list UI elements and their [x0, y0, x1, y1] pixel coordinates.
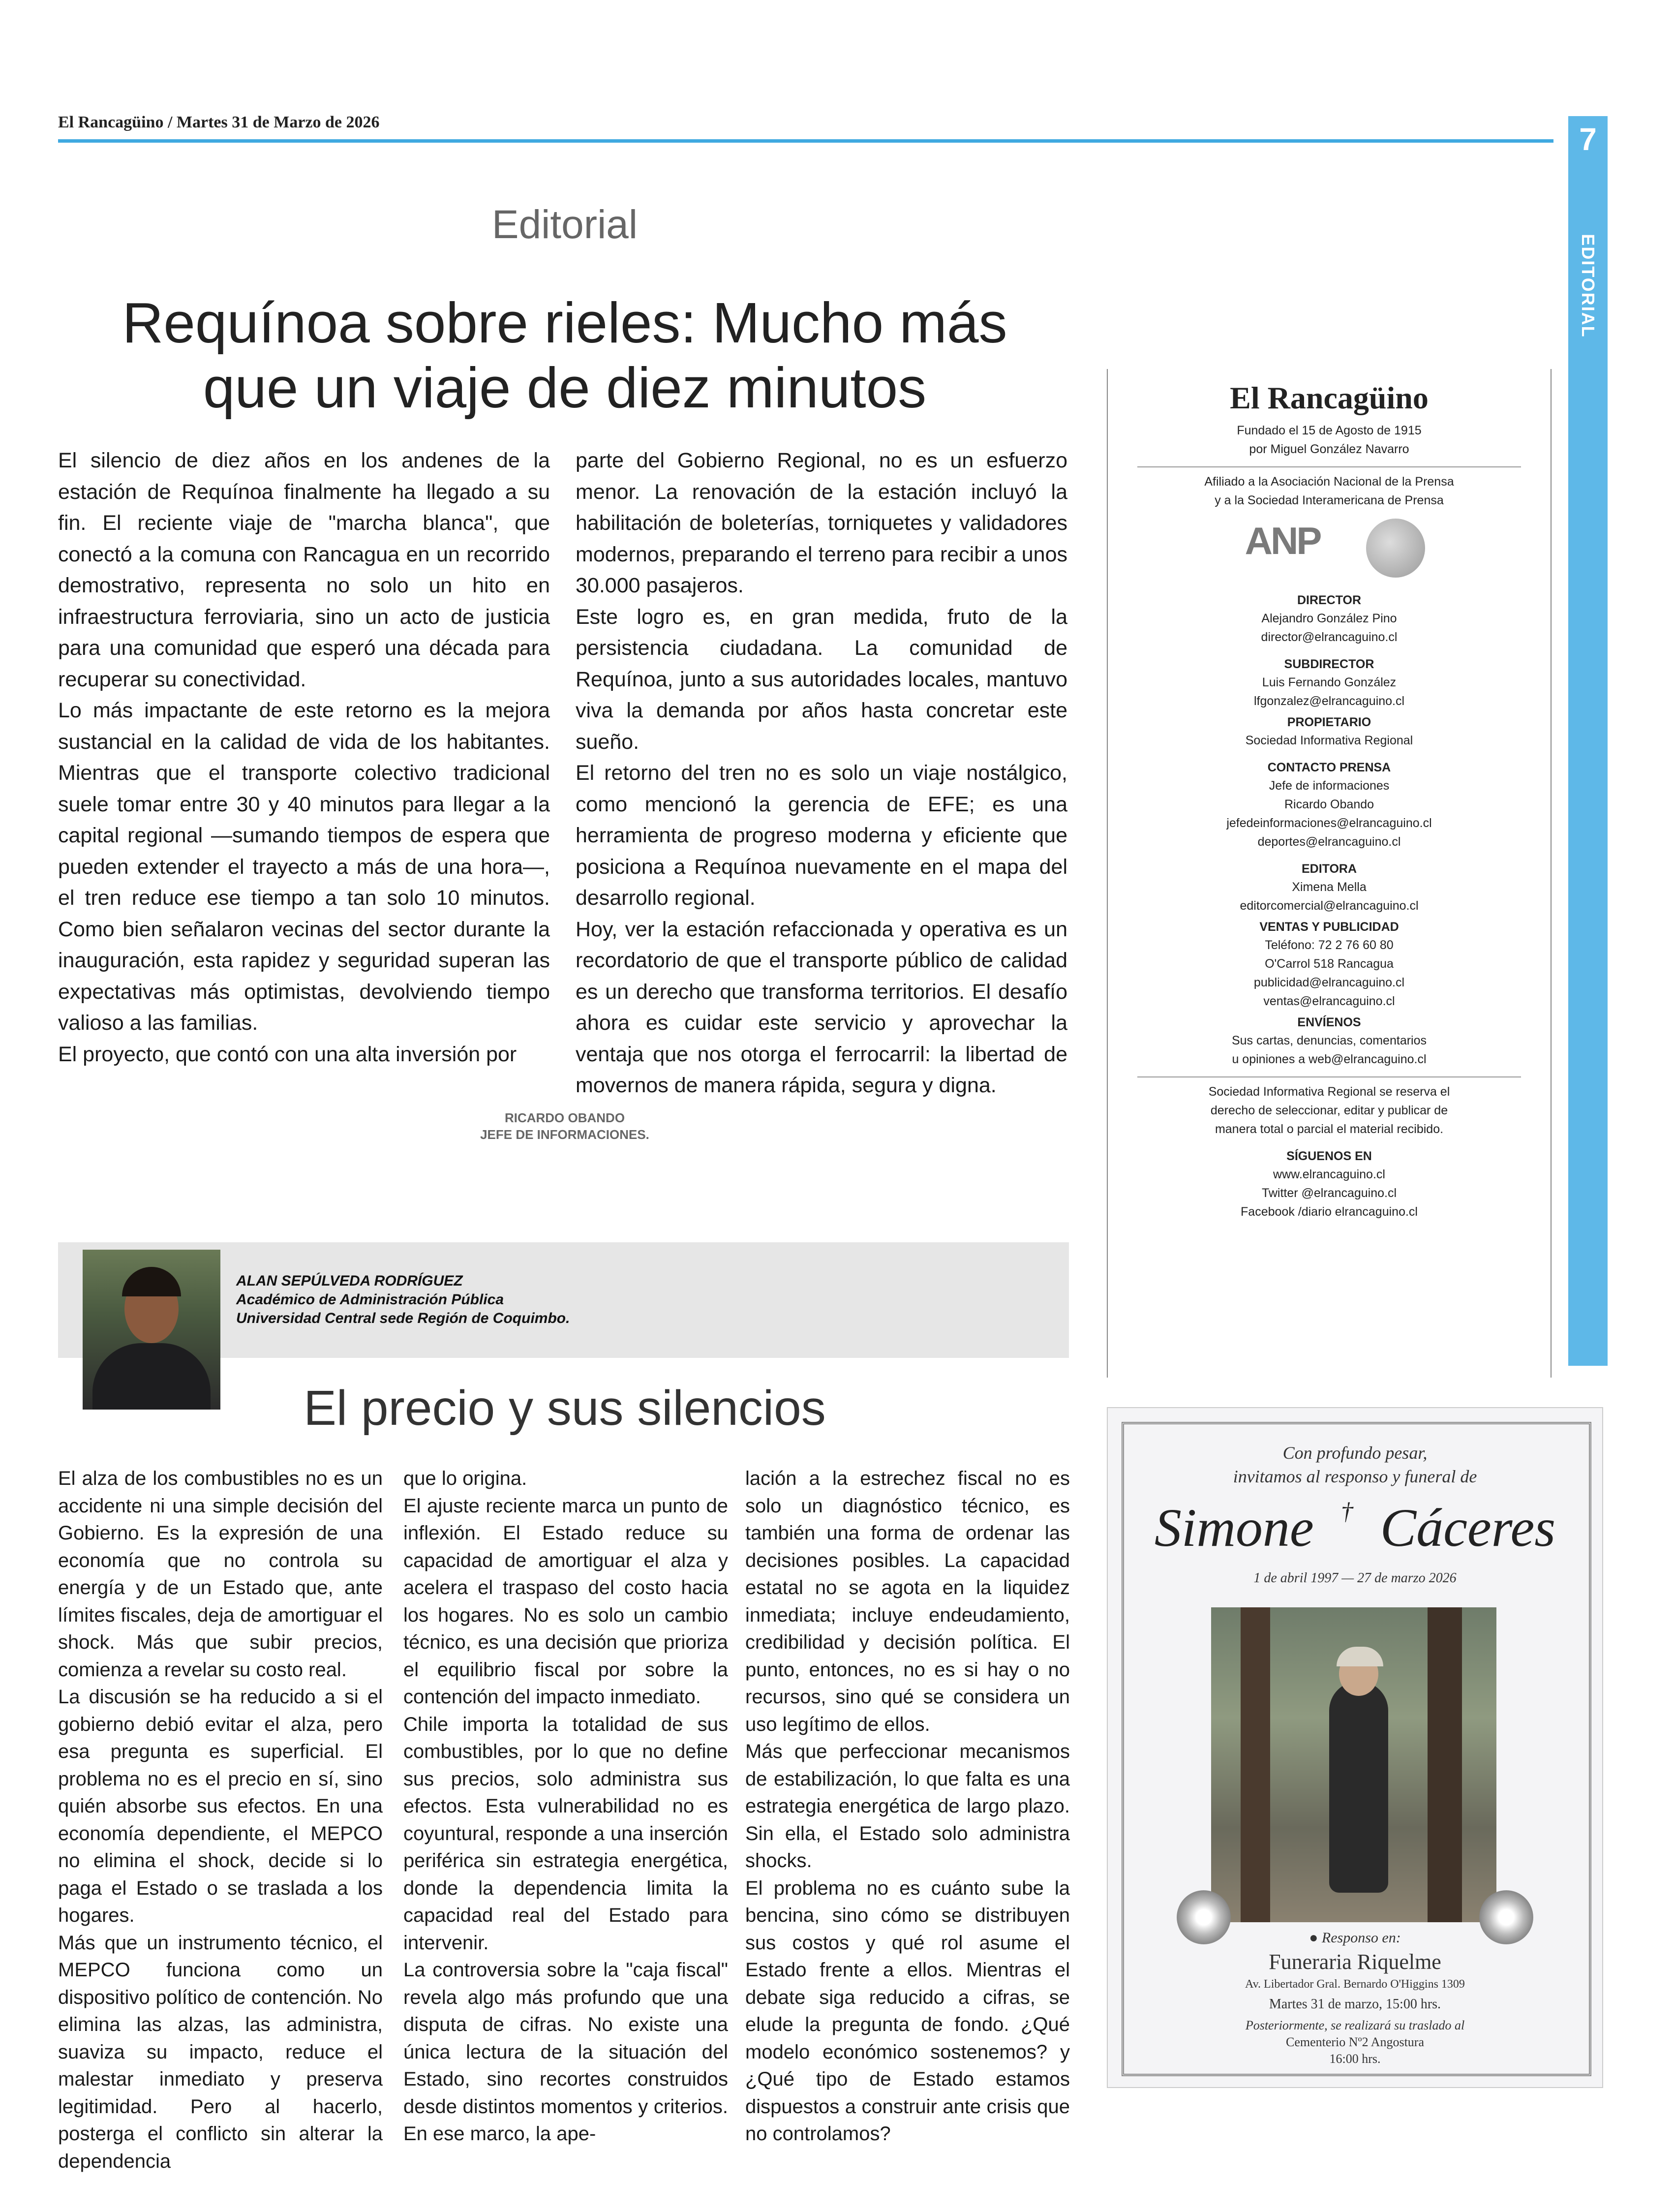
issue-date: Martes 31 de Marzo de 2026	[176, 113, 380, 131]
editorial-signature: RICARDO OBANDO JEFE DE INFORMACIONES.	[480, 1110, 649, 1142]
director-email[interactable]: director@elrancaguino.cl	[1261, 630, 1398, 644]
header-rule	[58, 139, 1553, 143]
page-header: El Rancagüino / Martes 31 de Marzo de 2026	[58, 113, 380, 131]
facebook-link[interactable]: Facebook /diario elrancaguino.cl	[1241, 1205, 1418, 1219]
deceased-photo	[1211, 1607, 1496, 1922]
column-text-1: El alza de los combustibles no es un accidente ni una simple decisión del Gobierno. Es la expresión de una economía que no controla su energía y de un Estado que, ante límites fiscales, deja de amortiguar el shock. Más que subir precios, comienza a revelar su costo real. La discusión se ha reducido a si el gobierno debió evitar el alza, pero esa pregunta es superficial. El problema no es el precio en sí, sino quién absorbe sus efectos. En una economía dependiente, el MEPCO no elimina el shock, decide si lo paga el Estado o se traslada a los hogares. Más que un instrumento técnico, el MEPCO funciona como un dispositivo político de contención. No elimina las alzas, las administra, suaviza su impacto, reduce el malestar inmediato y preserva legitimidad. Pero al hacerlo, posterga el conflicto sin alterar la dependencia	[58, 1468, 383, 2172]
anp-logo: ANP	[1245, 519, 1320, 562]
paragraph: Lo más impactante de este retorno es la mejora sustancial en la calidad de vida de los habitantes. Mientras que el transporte colectivo tradicional suele tomar entre 30 y 40 minutos para llegar a la capital regional —sumando tiempos de espera que pueden extender el trayecto a más de una hora—, el tren reduce ese tiempo a tan solo 10 minutos. Como bien señalaron vecinas del sector durante la inauguración, esta rapidez y seguridad superan las expectativas más optimistas, devolviendo tiempo valioso a las familias.	[58, 699, 550, 1035]
deceased-name: Simone † Cáceres	[1154, 1497, 1556, 1558]
twitter-link[interactable]: Twitter @elrancaguino.cl	[1261, 1186, 1397, 1200]
paragraph: Este logro es, en gran medida, fruto de la persistencia ciudadana. La comunidad de Requínoa, junto a sus autoridades locales, mantuvo viva la demanda por años hasta concretar este sueño.	[576, 605, 1067, 754]
life-dates: 1 de abril 1997 — 27 de marzo 2026	[1253, 1570, 1457, 1586]
paragraph: El proyecto, que contó con una alta inversión por	[58, 1042, 517, 1066]
cross-icon: †	[1340, 1497, 1353, 1525]
funeral-notice: Con profundo pesar, invitamos al responso y funeral de Simone † Cáceres 1 de abril 1997 — 27 de marzo 2026 ● Responso en: Funeraria Riquelme Av. Libertador Gral. Bernardo O'Higgins 1309 Martes 31 de marzo, 15:00 hrs. Posteriormente, se realizará su traslado al Cementerio Nº2 Angostura 16:00 hrs.	[1107, 1407, 1603, 2088]
paragraph: El silencio de diez años en los andenes de la estación de Requínoa finalmente ha llegado a su fin. El reciente viaje de "marcha blanca", que conectó a la comuna con Rancagua en un recorrido demostrativo, representa no solo un hito en infraestructura ferroviaria, sino un acto de justicia para una comunidad que esperó una década para recuperar su conectividad.	[58, 449, 550, 691]
location-pin-icon: ●	[1309, 1930, 1318, 1946]
website-link[interactable]: www.elrancaguino.cl	[1273, 1167, 1385, 1181]
author-info: ALAN SEPÚLVEDA RODRÍGUEZ Académico de Administración Pública Universidad Central sede Región de Coquimbo.	[236, 1273, 570, 1326]
masthead-title: El Rancagüino	[1230, 380, 1429, 415]
funeral-home: Funeraria Riquelme	[1269, 1950, 1441, 1974]
section-label: EDITORIAL	[1578, 234, 1598, 338]
paragraph: El retorno del tren no es solo un viaje nostálgico, como mencionó la gerencia de EFE; es una herramienta de progreso moderna y eficiente que posiciona a Requínoa nuevamente en el mapa del desarrollo regional.	[576, 761, 1067, 910]
page-number: 7	[1579, 122, 1597, 157]
editorial-column-1	[58, 445, 550, 1070]
paragraph: parte del Gobierno Regional, no es un esfuerzo menor. La renovación de la estación incluyó la habilitación de boleterías, torniquetes y validadores modernos, preparando el terreno para recibir a unos 30.000 pasajeros.	[576, 449, 1067, 597]
editorial-column-2	[576, 445, 1067, 1102]
column-text-3: lación a la estrechez fiscal no es solo un diagnóstico técnico, es también una forma de ordenar las decisiones posibles. La capacidad estatal no se agota en la liquidez inmediata; incluye endeudamiento, credibilidad y decisión política. El punto, entonces, no es si hay o no recursos, sino qué se considera un uso legítimo de ellos. Más que perfeccionar mecanismos de estabilización, lo que falta es una estrategia energética de largo plazo. Sin ella, el Estado solo administra shocks. El problema no es cuánto sube la bencina, sino cómo se distribuyen sus costos y qué rol asume el Estado frente a ellos. Mientras el debate siga reducido a cifras, se elude la pregunta de fondo. ¿Qué modelo económico sostenemos? y ¿Qué tipo de Estado estamos dispuestos a construir ante crisis que no controlamos?	[745, 1468, 1070, 2145]
editorial-label: Editorial	[491, 202, 638, 247]
paper-name: El Rancagüino	[58, 113, 164, 131]
paragraph: Hoy, ver la estación refaccionada y operativa es un recordatorio de que el transporte público de calidad es un derecho que transforma territorios. El desafío ahora es cuidar este servicio y aprovechar la ventaja que nos otorga el ferrocarril: la libertad de movernos de manera rápida, segura y digna.	[576, 917, 1067, 1097]
column-title: El precio y sus silencios	[304, 1381, 826, 1436]
sip-globe-icon	[1366, 519, 1425, 578]
editorial-title: Requínoa sobre rieles: Mucho más que un viaje de diez minutos	[122, 291, 1007, 420]
column-text-2: que lo origina. El ajuste reciente marca un punto de inflexión. El Estado reduce su capacidad de amortiguar el alza y acelera el traspaso del costo hacia los hogares. No es solo un cambio técnico, es una decisión que prioriza el equilibrio fiscal por sobre la contención del impacto inmediato. Chile importa la totalidad de sus combustibles, por lo que no define sus precios, solo administra sus efectos. Esta vulnerabilidad no es coyuntural, responde a una inserción periférica sin estrategia energética, donde la dependencia limita la capacidad real del Estado para intervenir. La controversia sobre la "caja fiscal" revela algo más profundo que una disputa de cifras. No existe una única lectura de la situación del Estado, sino recortes construidos desde distintos momentos y criterios. En ese marco, la ape-	[403, 1468, 728, 2145]
masthead: El Rancagüino Fundado el 15 de Agosto de 1915 por Miguel González Navarro Afiliado a la Asociación Nacional de la Prensa y a la Sociedad Interamericana de Prensa ANP DIRECTOR Alejandro González Pino director@elrancaguino.cl SUBDIRECTOR Luis Fernando González lfgonzalez@elrancaguino.cl PROPIETARIO Sociedad Informativa Regional CONTACTO PRENSA Jefe de informaciones Ricardo Obando jefedeinformaciones@elrancaguino.cl deportes@elrancaguino.cl EDITORA Ximena Mella editorcomercial@elrancaguino.cl VENTAS Y PUBLICIDAD Teléfono: 72 2 76 60 80 O'Carrol 518 Rancagua publicidad@elrancaguino.cl ventas@elrancaguino.cl ENVÍENOS Sus cartas, denuncias, comentarios u opiniones a web@elrancaguino.cl Sociedad Informativa Regional se reserva el derecho de seleccionar, editar y publicar de manera total o parcial el material recibido. SÍGUENOS EN www.elrancaguino.cl Twitter @elrancaguino.cl Facebook /diario elrancaguino.cl	[1107, 369, 1552, 1378]
